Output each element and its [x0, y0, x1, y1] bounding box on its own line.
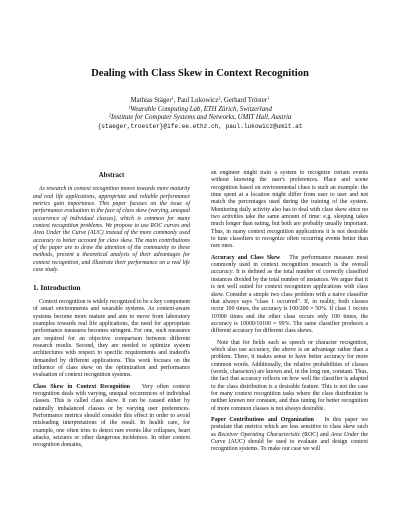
run-in-heading-contributions: Paper Contributions and Organization — [211, 417, 314, 423]
abstract-heading: Abstract — [98, 172, 125, 179]
intro-paragraph-2-text: Very often context recognition deals with varying, unequal occurrences of individual classes. This is called class skew. It can be caused either by naturally imbalanced classes or by varying user preferences. Performance metrics should consider this effect in order to avoid misleading interpretations of the result. In health care, for example, one often tries to detect rare events like collapses, heart attacks, seizures or other dangerous incidences. In other context recognition domains, — [33, 383, 190, 449]
abstract-text: As research in context recognition moves towards more maturity and real life applications, appropriate and reliable performance metrics gain importance. This paper focuses on the issue of performance evaluation in the face of class skew (varying, unequal occurrence of individual classes), which is common for many context recognition problems. We propose to use ROC curves and Area Under the Curve (AUC) instead of the more commonly used accuracy to better account for class skew. The main contributions of the paper are to draw the attention of the community to these methods, present a theoretical analysis of their advantages for context recognition, and illustrate their performance on a real life case study. — [33, 186, 190, 274]
author-separator: , — [220, 97, 224, 104]
author-1-mark: 1 — [171, 95, 174, 101]
right-paragraph-1: an engineer might train a system to recognize certain events without knowing the user's preferences. Place and scene recognition based on environmental clues is such an example: the time spent at a location might differ from user to user and not match the percentages used during the training of the system. Monitoring daily activity also has to deal with class skew since no two activities take the same amount of time: e.g. sleeping takes much longer than eating, but both are probably usually important. Thus, in many context recognition applications it is not desirable to tune classifiers to recognize often occurring events better than rare ones. — [211, 170, 368, 250]
intro-paragraph-2 — [33, 384, 190, 450]
affiliation-1-text: Wearable Computing Lab, ETH Zürich, Switzerland — [130, 105, 272, 113]
author-separator: , — [173, 97, 178, 104]
contrib-text-b: (ROC) and — [300, 431, 331, 438]
accuracy-text-a: The performance measure most commonly used in context recognition research is the overall — [211, 254, 368, 269]
paper-title: Dealing with Class Skew in Context Recognition — [91, 68, 309, 79]
accuracy-text-b: . It is defined as the total number of correctly classified instances divided by the total number of instances. We argue that it is not well suited for context recognition applications with class skew. Consider a simple two class problem with a naive classifier that always says "class 1 occurred". If, in reality, both classes occur 100 times, the accuracy is 100/200 = 50%. If class 1 occurs 10'000 times and the other class occurs only 100 times, the accuracy is 10000/10100 ≈ 99%. The same classifier produces a different accuracy for different class skews. — [211, 269, 368, 335]
run-in-heading-class-skew: Class Skew in Context Recognition — [33, 383, 131, 390]
intro-paragraph-1: Context recognition is widely recognized to be a key component of smart environments and wearable systems. As context-aware systems become more mature and aim to move from laboratory examples towards real life applications, the need for appropriate performance measures becomes stringent. For one, such measures are required for an objective comparison between different research results. Second, they are needed to optimize system architectures with respect to specific requirements and tradeoffs demanded by different applications. This work focuses on the influence of class skew on the optimization and performance evaluation of context recognition systems. — [33, 298, 190, 379]
abstract — [33, 186, 190, 274]
author-3: Gerhard Tröster — [223, 97, 268, 104]
affiliation-1 — [0, 106, 400, 115]
author-names — [0, 97, 400, 106]
left-column — [33, 170, 190, 454]
auc-term: Area Under — [330, 431, 359, 438]
section-heading-introduction: 1. Introduction — [33, 283, 81, 293]
author-emails: {staeger,troester}@ife.ee.ethz.ch, paul.lukowicz@umit.at — [97, 122, 303, 130]
author-3-mark: 1 — [267, 95, 270, 101]
author-block — [0, 97, 400, 131]
author-1: Mathias Stäger — [130, 97, 172, 104]
affiliation-2 — [0, 114, 400, 123]
affiliation-1-mark: 1 — [128, 104, 131, 110]
accuracy-term: accuracy — [211, 269, 233, 276]
roc-term: Receiver Operating Characteristic — [217, 431, 301, 438]
right-paragraph-accuracy — [211, 255, 368, 336]
contrib-text-a: In this paper we postulate that metrics which are less sensitive to class skew such as — [211, 417, 368, 438]
right-paragraph-contributions — [211, 417, 368, 454]
author-2-mark: 2 — [218, 95, 221, 101]
right-paragraph-note: Note that for fields such as speech or character recognition, which also use accuracy, the above is an advantage rather than a problem. There, it makes sense to have better accuracy for more common words. Additionally, the relative probabilities of classes (words, characters) are known and, in the long run, constant. Thus, the fact that accuracy reflects on how well the classifier is adapted to the class distribution is a desirable feature. This is not the case for many context recognition tasks where the class distribution is neither known nor constant, and thus tuning for better recognition of more common classes is not always desirable. — [211, 339, 368, 412]
run-in-heading-accuracy: Accuracy and Class Skew — [211, 254, 281, 261]
author-2: Paul Lukowicz — [177, 97, 219, 104]
affiliation-2-mark: 2 — [108, 112, 111, 118]
affiliation-2-text: Institute for Computer Systems and Networks, UMIT Hall, Austria — [111, 114, 292, 122]
contrib-text-c: the Curve (AUC) should be used to evaluate and design context recognition systems. To make our case we will — [211, 431, 368, 453]
right-column — [211, 170, 368, 458]
